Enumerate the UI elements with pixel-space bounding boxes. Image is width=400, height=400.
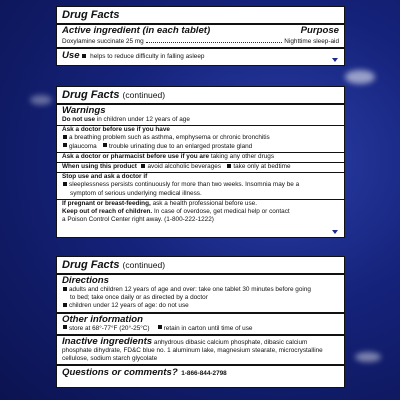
continue-arrow-icon [332, 58, 338, 62]
ingredient-name: Doxylamine succinate 25 mg [62, 38, 144, 45]
when-using [62, 163, 339, 171]
panel-title [62, 259, 339, 272]
active-ingredient-label: Active ingredient (in each tablet) [62, 25, 211, 36]
inactive-ingredients [62, 336, 339, 347]
inactive-text: anhydrous dibasic calcium phosphate, dibasic calcium [153, 338, 308, 346]
inactive-text-line: phosphate dihydrate, FD&C blue no. 1 aluminum lake, magnesium stearate, microcrystalline [62, 347, 323, 355]
use-label: Use [62, 50, 80, 62]
directions-label: Directions [62, 275, 109, 286]
item-text: glaucoma [69, 142, 97, 150]
bullet-icon [63, 143, 67, 147]
panel-continued: (continued) [122, 90, 166, 100]
leader-dots [146, 36, 283, 43]
ask-pharm-bold: Ask a doctor or pharmacist before use if you are [62, 152, 210, 160]
drug-facts-panel-1 [56, 6, 345, 66]
divider [57, 364, 344, 366]
ask-pharmacist [62, 153, 339, 161]
poison-control: a Poison Control Center right away. (1-800-222-1222) [62, 216, 214, 224]
item-text: children under 12 years of age: do not use [69, 302, 189, 310]
ask-pharm-text: taking any other drugs [210, 152, 275, 160]
warnings-label: Warnings [62, 105, 106, 116]
bullet-icon [63, 303, 67, 307]
use-row [62, 50, 339, 61]
questions-row [62, 367, 339, 378]
questions-phone: 1-866-844-2798 [181, 370, 227, 378]
bullet-icon [63, 325, 67, 329]
keep-out-warning [62, 208, 339, 216]
active-ingredient-header [62, 25, 339, 36]
stop-use-item [62, 181, 339, 189]
bullet-icon [63, 135, 67, 139]
pregnant-warning [62, 200, 339, 208]
ask-doctor-heading: Ask a doctor before use if you have [62, 126, 170, 134]
light-glare [345, 70, 375, 84]
do-not-use: Do not use [62, 116, 96, 123]
ask-doctor-item [62, 143, 339, 151]
panel-title: Drug Facts [62, 9, 120, 21]
panel-title-text: Drug Facts [62, 259, 120, 271]
panel-title [62, 89, 339, 102]
pregnant-bold: If pregnant or breast-feeding, [62, 199, 151, 207]
ingredient-purpose: Nighttime sleep-aid [284, 38, 339, 45]
children-text: in children under 12 years of age [96, 116, 190, 123]
stop-use-item-cont: symptom of serious underlying medical illness. [70, 189, 202, 197]
drug-facts-panel-3 [56, 256, 345, 388]
bullet-icon [227, 164, 231, 168]
light-glare [30, 95, 52, 105]
item-text: take only at bedtime [233, 163, 291, 171]
ingredient-row [62, 36, 339, 46]
divider [57, 47, 344, 49]
panel-title-text: Drug Facts [62, 89, 120, 101]
item-text: sleeplessness persists continuously for more than two weeks. Insomnia may be a [69, 181, 300, 189]
direction-item [62, 286, 339, 294]
continue-arrow-icon [332, 230, 338, 234]
when-using-bold: When using this product [62, 163, 137, 171]
use-text: helps to reduce difficulty in falling asleep [90, 53, 205, 61]
item-text: adults and children 12 years of age and over: take one tablet 30 minutes before going [69, 286, 311, 293]
other-info-label: Other information [62, 313, 144, 325]
keep-bold: Keep out of reach of children. [62, 208, 153, 216]
stop-use-heading: Stop use and ask a doctor if [62, 173, 148, 181]
item-text: retain in carton until time of use [163, 324, 253, 332]
purpose-label: Purpose [300, 25, 339, 36]
bullet-icon [158, 325, 162, 329]
panel-continued: (continued) [122, 260, 166, 270]
pregnant-text: ask a health professional before use. [152, 199, 258, 207]
bullet-icon [141, 164, 145, 168]
bullet-icon [63, 182, 67, 186]
bullet-icon [63, 287, 67, 291]
direction-item [62, 302, 339, 310]
questions-label: Questions or comments? [62, 367, 178, 379]
item-text: trouble urinating due to an enlarged prostate gland [109, 142, 253, 150]
drug-facts-panel-2 [56, 86, 345, 238]
other-info-items [62, 325, 339, 333]
item-text: a breathing problem such as asthma, emphysema or chronic bronchitis [69, 134, 270, 142]
item-text: store at 68°-77°F (20°-25°C) [69, 324, 150, 332]
bullet-icon [82, 54, 86, 58]
inactive-label: Inactive ingredients [62, 335, 153, 347]
inactive-text-line: cellulose, sodium starch glycolate [62, 355, 158, 363]
item-text: avoid alcoholic beverages [147, 163, 222, 171]
keep-text: In case of overdose, get medical help or contact [153, 208, 290, 216]
ask-doctor-item [62, 134, 339, 142]
light-glare [355, 352, 381, 362]
direction-item-cont: to bed; take once daily or as directed by a doctor [70, 294, 208, 302]
bullet-icon [103, 143, 107, 147]
children-warning [62, 116, 339, 124]
